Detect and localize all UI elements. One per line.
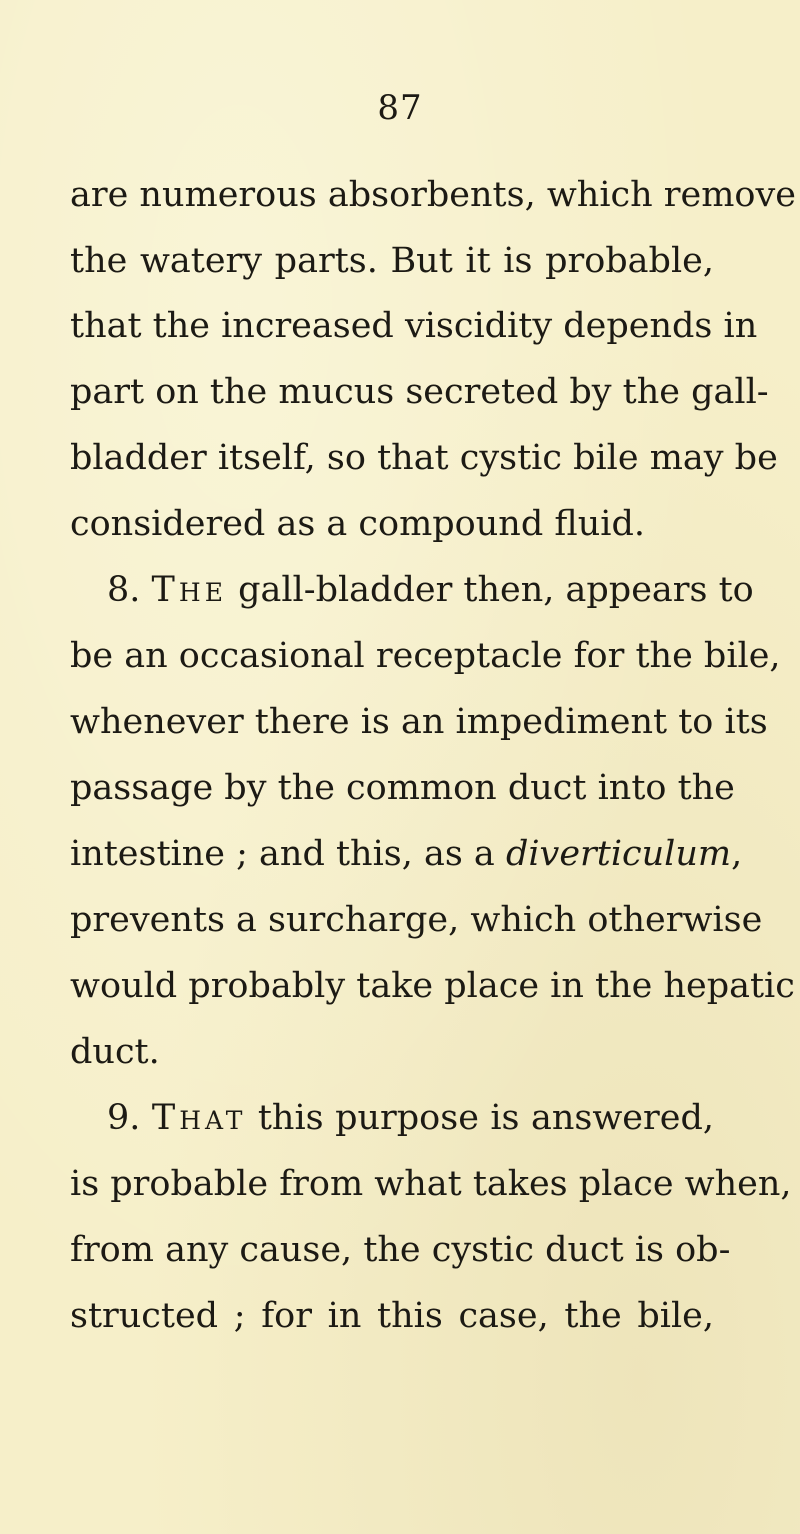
page-number: 87 [377,88,423,128]
text-line [0,900,800,940]
paragraph-lead-word: The [151,570,227,610]
text-line [0,438,800,478]
text-line [0,1296,800,1336]
paragraph-lead-word: That [151,1098,247,1138]
text-line [0,306,800,346]
text-line [0,175,800,215]
text-line-content: prevents a surcharge, which otherwise [70,900,763,940]
text-line [0,834,800,874]
text-line-content: part on the mucus secreted by the gall- [70,372,769,412]
text-line [0,1230,800,1270]
italic-term: diverticulum [505,834,732,874]
paragraph-first-rest: this purpose is answered, [257,1098,714,1138]
text-line [0,241,800,281]
text-line-content: structed ; for in this case, the bile, [70,1296,714,1336]
text-line-content [70,834,743,874]
text-line-content: the watery parts. But it is probable, [70,241,714,281]
text-line-content: be an occasional receptacle for the bile, [70,636,781,676]
comma: , [731,834,743,874]
text-line [0,1164,800,1204]
text-line-content: from any cause, the cystic duct is ob- [70,1230,731,1270]
text-line-content [107,1098,714,1138]
text-line-content: would probably take place in the hepatic [70,966,795,1006]
text-line-content: passage by the common duct into the [70,768,735,808]
text-line-content: are numerous absorbents, which remove [70,175,796,215]
text-line-content: considered as a compound fluid. [70,504,645,544]
text-line-content: is probable from what takes place when, [70,1164,792,1204]
paragraph-number: 8. [107,570,141,610]
text-line-content: that the increased viscidity depends in [70,306,758,346]
text-line [0,372,800,412]
paragraph-number: 9. [107,1098,141,1138]
text-line [0,702,800,742]
paragraph-8-first-line [0,570,800,610]
paragraph-first-rest: gall-bladder then, appears to [238,570,754,610]
text-line-content: whenever there is an impediment to its [70,702,768,742]
text-line-content: duct. [70,1032,160,1072]
paragraph-9-first-line [0,1098,800,1138]
text-line [0,1032,800,1072]
text-line-content [107,570,754,610]
text-line [0,636,800,676]
text-line-content: bladder itself, so that cystic bile may be [70,438,778,478]
text-line [0,768,800,808]
text-line [0,966,800,1006]
intestine-text: intestine ; and this, as a [70,834,495,874]
text-line [0,504,800,544]
